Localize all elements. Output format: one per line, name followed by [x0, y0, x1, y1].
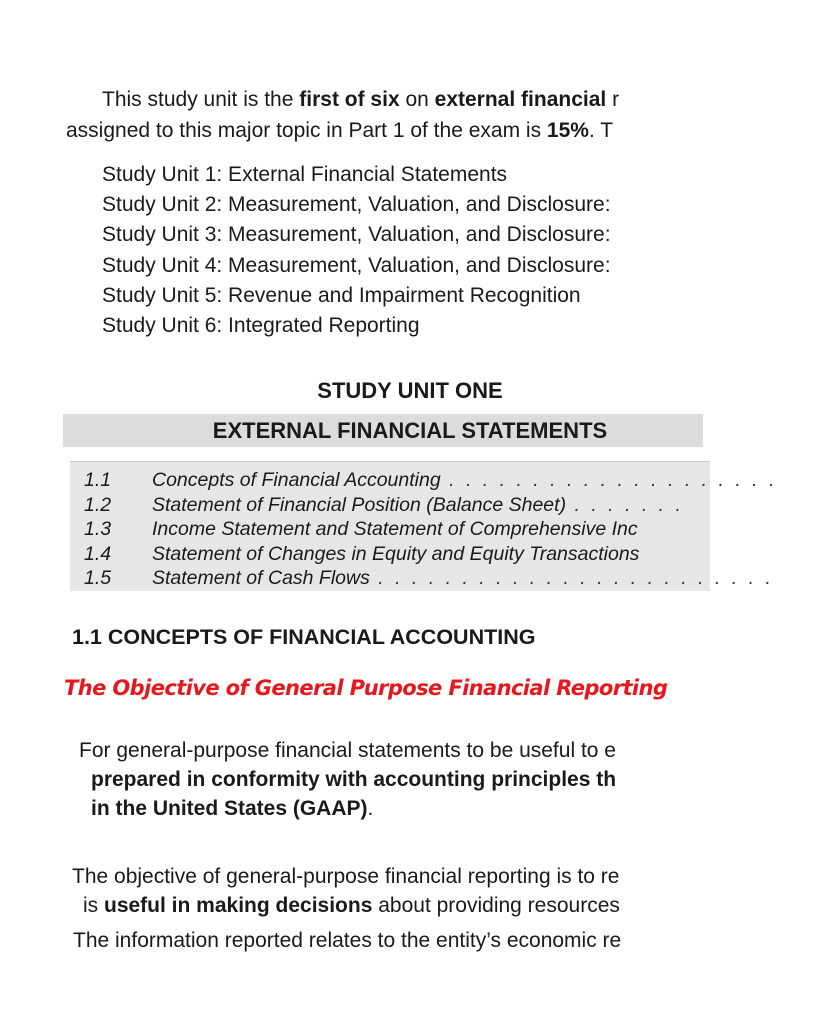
toc-title	[152, 468, 777, 492]
study-unit-item: Study Unit 1: External Financial Statements	[102, 163, 508, 186]
toc-title-text: Statement of Cash Flows	[152, 567, 370, 589]
toc-title-text: Concepts of Financial Accounting	[152, 469, 441, 491]
study-unit-list	[102, 160, 611, 341]
paragraph-1-line-2	[91, 767, 616, 793]
intro-text: on	[399, 88, 435, 111]
paragraph-2-line-2	[83, 893, 620, 919]
study-unit-item: Study Unit 5: Revenue and Impairment Recognition	[102, 283, 581, 307]
paragraph-1-line-1: For general-purpose financial statements to be useful to e	[79, 739, 616, 762]
toc-title	[152, 517, 638, 541]
study-unit-item: Study Unit 2: Measurement, Valuation, and Disclosure:	[102, 193, 611, 217]
toc-title	[152, 566, 774, 590]
toc-number: 1.4	[84, 542, 112, 565]
intro-bold-external-financial: external financial	[434, 88, 607, 111]
intro-line-1	[102, 87, 619, 113]
paragraph-1-text: .	[367, 797, 374, 820]
toc-number: 1.2	[84, 493, 112, 516]
toc-title-text: Statement of Financial Position (Balance Sheet)	[152, 493, 567, 516]
study-unit-subtitle: EXTERNAL FINANCIAL STATEMENTS	[212, 418, 608, 443]
table-of-contents	[70, 461, 778, 591]
study-unit-item: Study Unit 3: Measurement, Valuation, and Disclosure:	[102, 223, 611, 247]
red-subheading: The Objective of General Purpose Financial Reporting	[64, 676, 668, 700]
paragraph-2-text: about providing resources	[372, 894, 620, 917]
toc-number: 1.5	[84, 567, 112, 589]
study-unit-item: Study Unit 6: Integrated Reporting	[102, 314, 420, 338]
toc-leader-dots: . . . . . . .	[566, 493, 684, 516]
paragraph-1-bold: prepared in conformity with accounting principles th	[91, 768, 617, 791]
toc-leader-dots: . . . . . . . . . . . . . . . . . . . . . . . .	[369, 567, 774, 589]
paragraph-2-line-1: The objective of general-purpose financial reporting is to re	[72, 865, 620, 888]
study-unit-item: Study Unit 4: Measurement, Valuation, and Disclosure:	[102, 253, 611, 277]
study-unit-title: STUDY UNIT ONE	[317, 378, 503, 403]
toc-leader-dots: . . . . . . . . . . . . . . . . . . . .	[440, 469, 778, 491]
toc-number: 1.1	[84, 469, 112, 491]
intro-bold-percent: 15%	[546, 119, 589, 142]
intro-text: r	[606, 88, 620, 111]
paragraph-2-line-3: The information reported relates to the entity’s economic re	[73, 929, 622, 952]
toc-title	[152, 493, 684, 517]
intro-bold-first-of-six: first of six	[299, 88, 400, 111]
intro-text: assigned to this major topic in Part 1 of the exam is	[66, 119, 547, 142]
toc-title-text: Statement of Changes in Equity and Equity Transactions	[152, 542, 640, 565]
paragraph-1-line-3	[91, 796, 373, 822]
toc-title-text: Income Statement and Statement of Comprehensive Inc	[152, 518, 638, 540]
paragraph-1-bold-gaap: in the United States (GAAP)	[91, 797, 368, 820]
paragraph-2-bold: useful in making decisions	[104, 894, 373, 917]
intro-text: . T	[588, 119, 614, 142]
toc-number: 1.3	[84, 518, 112, 540]
paragraph-2-text: is	[83, 894, 104, 917]
intro-text: This study unit is the	[102, 88, 300, 111]
intro-line-2	[66, 118, 613, 144]
toc-title	[152, 542, 639, 566]
section-heading: 1.1 CONCEPTS OF FINANCIAL ACCOUNTING	[72, 625, 536, 649]
